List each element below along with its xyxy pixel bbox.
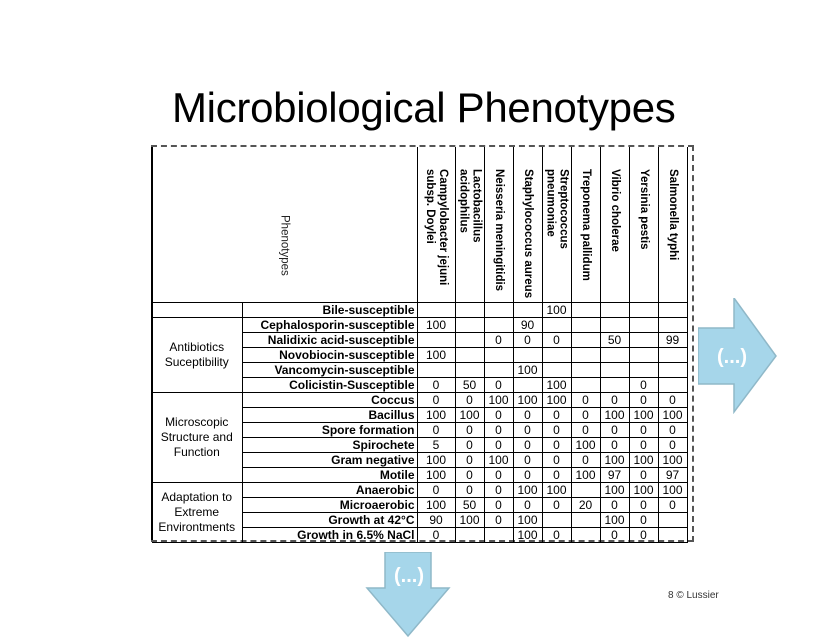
species-header — [542, 147, 571, 303]
phenotype-label: Bacillus — [242, 408, 417, 423]
phenotype-label: Motile — [242, 468, 417, 483]
value-cell — [571, 513, 600, 528]
species-name — [666, 147, 679, 260]
phenotype-label: Colicistin-Susceptible — [242, 378, 417, 393]
value-cell: 0 — [629, 423, 658, 438]
value-cell: 0 — [484, 513, 513, 528]
species-header-row — [152, 147, 687, 303]
species-name — [521, 147, 534, 298]
value-cell: 0 — [600, 393, 629, 408]
phenotype-label: Growth in 6.5% NaCl — [242, 528, 417, 543]
category-label: Microscopic Structure and Function — [152, 393, 242, 483]
value-cell — [658, 303, 687, 318]
value-cell: 0 — [542, 528, 571, 543]
value-cell: 100 — [484, 453, 513, 468]
species-header — [629, 147, 658, 303]
value-cell: 0 — [455, 453, 484, 468]
value-cell: 0 — [417, 423, 455, 438]
value-cell — [513, 348, 542, 363]
slide-footer: 8 © Lussier — [668, 590, 719, 601]
value-cell — [455, 348, 484, 363]
value-cell — [571, 528, 600, 543]
value-cell: 5 — [417, 438, 455, 453]
value-cell: 0 — [484, 468, 513, 483]
value-cell — [455, 333, 484, 348]
value-cell: 0 — [542, 333, 571, 348]
value-cell: 0 — [600, 528, 629, 543]
value-cell: 100 — [658, 483, 687, 498]
value-cell: 100 — [513, 513, 542, 528]
value-cell: 100 — [629, 483, 658, 498]
value-cell: 0 — [455, 483, 484, 498]
phenotype-label: Bile-susceptible — [242, 303, 417, 318]
value-cell: 0 — [629, 378, 658, 393]
phenotype-table — [152, 147, 688, 543]
species-name-line: Neisseria meningitidis — [493, 169, 505, 292]
species-name-line: Lactobacillus — [470, 169, 483, 243]
species-header — [600, 147, 629, 303]
species-name — [492, 147, 505, 291]
value-cell — [629, 303, 658, 318]
phenotype-label: Vancomycin-susceptible — [242, 363, 417, 378]
phenotype-table-body — [152, 303, 687, 543]
value-cell: 0 — [513, 468, 542, 483]
value-cell: 0 — [658, 498, 687, 513]
value-cell: 97 — [600, 468, 629, 483]
table-row — [152, 393, 687, 408]
value-cell — [629, 333, 658, 348]
species-name — [457, 147, 483, 243]
value-cell — [629, 348, 658, 363]
value-cell: 0 — [455, 468, 484, 483]
value-cell: 100 — [513, 363, 542, 378]
value-cell — [513, 303, 542, 318]
value-cell — [571, 378, 600, 393]
value-cell: 0 — [484, 438, 513, 453]
value-cell — [542, 318, 571, 333]
value-cell: 0 — [513, 438, 542, 453]
value-cell: 0 — [455, 393, 484, 408]
value-cell: 100 — [513, 393, 542, 408]
value-cell — [484, 363, 513, 378]
phenotype-label: Nalidixic acid-susceptible — [242, 333, 417, 348]
species-header — [513, 147, 542, 303]
value-cell — [658, 318, 687, 333]
value-cell: 97 — [658, 468, 687, 483]
value-cell: 0 — [484, 483, 513, 498]
value-cell: 50 — [455, 378, 484, 393]
value-cell — [658, 348, 687, 363]
value-cell: 0 — [542, 438, 571, 453]
value-cell: 0 — [484, 408, 513, 423]
species-header — [484, 147, 513, 303]
value-cell — [417, 363, 455, 378]
value-cell — [600, 348, 629, 363]
value-cell — [658, 363, 687, 378]
value-cell: 100 — [417, 348, 455, 363]
value-cell: 0 — [658, 438, 687, 453]
value-cell — [455, 303, 484, 318]
value-cell — [571, 303, 600, 318]
continue-down-label: (...) — [394, 565, 424, 587]
value-cell: 0 — [571, 408, 600, 423]
value-cell: 0 — [417, 528, 455, 543]
value-cell: 100 — [513, 528, 542, 543]
phenotype-label: Spore formation — [242, 423, 417, 438]
value-cell: 90 — [417, 513, 455, 528]
value-cell — [571, 363, 600, 378]
species-name-line: Streptococcus — [557, 169, 570, 249]
value-cell: 20 — [571, 498, 600, 513]
value-cell: 0 — [600, 498, 629, 513]
value-cell — [600, 318, 629, 333]
category-label: Adaptation to Extreme Environtments — [152, 483, 242, 543]
species-name — [579, 147, 592, 281]
value-cell: 100 — [417, 318, 455, 333]
value-cell — [571, 483, 600, 498]
value-cell: 0 — [513, 333, 542, 348]
phenotype-label: Novobiocin-susceptible — [242, 348, 417, 363]
value-cell: 0 — [658, 393, 687, 408]
category-label — [152, 303, 242, 318]
species-name — [608, 147, 621, 252]
species-name-line: Yersinia pestis — [638, 169, 650, 250]
value-cell: 100 — [513, 483, 542, 498]
value-cell — [484, 348, 513, 363]
species-header — [658, 147, 687, 303]
value-cell — [571, 333, 600, 348]
value-cell: 50 — [600, 333, 629, 348]
value-cell: 0 — [542, 453, 571, 468]
species-header — [455, 147, 484, 303]
value-cell: 100 — [571, 468, 600, 483]
value-cell: 100 — [600, 513, 629, 528]
value-cell: 0 — [417, 378, 455, 393]
value-cell: 100 — [542, 378, 571, 393]
value-cell: 100 — [600, 453, 629, 468]
value-cell: 0 — [600, 423, 629, 438]
value-cell: 100 — [629, 408, 658, 423]
value-cell: 100 — [658, 453, 687, 468]
value-cell — [658, 513, 687, 528]
value-cell — [513, 378, 542, 393]
phenotype-label: Growth at 42°C — [242, 513, 417, 528]
value-cell: 0 — [484, 333, 513, 348]
value-cell: 0 — [513, 498, 542, 513]
value-cell — [542, 348, 571, 363]
value-cell: 90 — [513, 318, 542, 333]
value-cell: 0 — [571, 453, 600, 468]
value-cell: 100 — [542, 483, 571, 498]
species-name-line: acidophilus — [457, 169, 470, 233]
value-cell: 0 — [629, 498, 658, 513]
continue-right-label: (...) — [717, 346, 747, 368]
value-cell — [542, 363, 571, 378]
value-cell: 0 — [629, 468, 658, 483]
value-cell — [571, 348, 600, 363]
value-cell: 0 — [513, 423, 542, 438]
value-cell — [455, 528, 484, 543]
value-cell — [658, 528, 687, 543]
phenotype-label: Gram negative — [242, 453, 417, 468]
table-row — [152, 318, 687, 333]
species-name — [423, 147, 449, 285]
value-cell: 0 — [600, 438, 629, 453]
value-cell: 0 — [542, 423, 571, 438]
slide-title: Microbiological Phenotypes — [172, 84, 676, 131]
value-cell: 0 — [571, 423, 600, 438]
value-cell — [600, 378, 629, 393]
value-cell: 100 — [455, 408, 484, 423]
species-name-line: Campylobacter jejuni — [437, 169, 449, 286]
value-cell — [455, 363, 484, 378]
value-cell: 100 — [571, 438, 600, 453]
species-name — [544, 147, 570, 249]
phenotype-label: Spirochete — [242, 438, 417, 453]
value-cell — [629, 318, 658, 333]
corner-label: Phenotypes — [278, 214, 291, 276]
table-row — [152, 303, 687, 318]
value-cell — [658, 378, 687, 393]
value-cell: 0 — [629, 528, 658, 543]
value-cell: 100 — [417, 498, 455, 513]
value-cell: 100 — [417, 468, 455, 483]
phenotype-label: Cephalosporin-susceptible — [242, 318, 417, 333]
value-cell: 0 — [571, 393, 600, 408]
value-cell: 99 — [658, 333, 687, 348]
value-cell: 100 — [484, 393, 513, 408]
value-cell: 0 — [484, 498, 513, 513]
value-cell: 100 — [455, 513, 484, 528]
value-cell: 0 — [417, 393, 455, 408]
value-cell: 0 — [629, 393, 658, 408]
value-cell — [417, 333, 455, 348]
value-cell — [484, 528, 513, 543]
species-name-line: subsp. Doylei — [424, 169, 436, 244]
value-cell: 50 — [455, 498, 484, 513]
value-cell — [571, 318, 600, 333]
value-cell — [484, 318, 513, 333]
value-cell — [484, 303, 513, 318]
value-cell: 100 — [600, 408, 629, 423]
value-cell — [417, 303, 455, 318]
value-cell — [455, 318, 484, 333]
species-header — [417, 147, 455, 303]
continue-right-arrow-icon[interactable] — [698, 298, 778, 414]
table-frame-right — [692, 145, 694, 542]
value-cell: 100 — [658, 408, 687, 423]
value-cell: 100 — [542, 303, 571, 318]
species-name — [637, 147, 650, 250]
value-cell: 0 — [455, 438, 484, 453]
value-cell: 0 — [417, 483, 455, 498]
value-cell: 0 — [658, 423, 687, 438]
value-cell — [629, 363, 658, 378]
value-cell: 100 — [417, 408, 455, 423]
value-cell: 0 — [484, 423, 513, 438]
value-cell: 100 — [600, 483, 629, 498]
value-cell: 0 — [542, 498, 571, 513]
value-cell — [600, 363, 629, 378]
value-cell: 0 — [542, 408, 571, 423]
species-header — [571, 147, 600, 303]
phenotype-label: Microaerobic — [242, 498, 417, 513]
value-cell — [600, 303, 629, 318]
value-cell: 0 — [629, 438, 658, 453]
species-name-line: Treponema pallidum — [580, 169, 592, 281]
value-cell: 100 — [417, 453, 455, 468]
category-label: Antibiotics Suceptibility — [152, 318, 242, 393]
corner-header — [152, 147, 417, 303]
species-name-line: pneumoniae — [544, 169, 557, 237]
value-cell: 100 — [629, 453, 658, 468]
value-cell — [542, 513, 571, 528]
species-name-line: Salmonella typhi — [667, 169, 679, 261]
value-cell: 0 — [484, 378, 513, 393]
value-cell: 100 — [542, 393, 571, 408]
table-row — [152, 483, 687, 498]
value-cell: 0 — [513, 453, 542, 468]
value-cell: 0 — [629, 513, 658, 528]
phenotype-label: Anaerobic — [242, 483, 417, 498]
value-cell: 0 — [513, 408, 542, 423]
species-name-line: Staphylococcus aureus — [522, 169, 534, 299]
value-cell: 0 — [455, 423, 484, 438]
species-name-line: Vibrio cholerae — [609, 169, 621, 252]
value-cell: 0 — [542, 468, 571, 483]
continue-down-arrow-icon[interactable] — [365, 552, 451, 638]
phenotype-label: Coccus — [242, 393, 417, 408]
